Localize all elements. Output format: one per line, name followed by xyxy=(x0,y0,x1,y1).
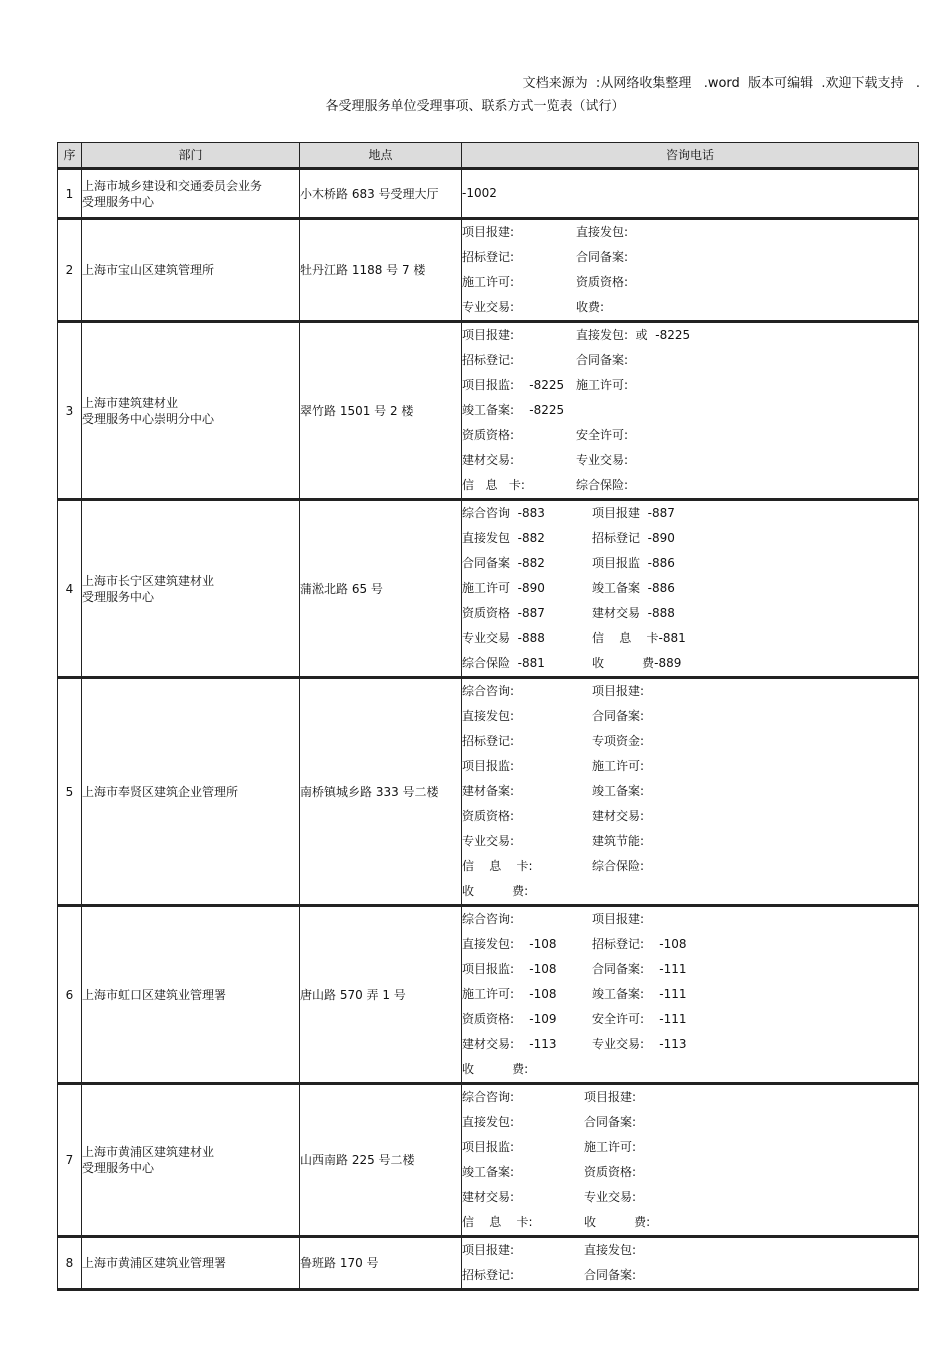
phone-entry: 直接发包: xyxy=(462,709,515,723)
table-header-row xyxy=(58,143,919,169)
dept-line: 上海市奉贤区建筑企业管理所 xyxy=(82,784,239,799)
row-seq: 8 xyxy=(58,1237,82,1290)
phone-entry: 项目报建: xyxy=(462,328,515,342)
phone-line xyxy=(462,501,918,526)
phone-entry: 建筑节能: xyxy=(592,834,645,848)
phone-entry: 信 息 卡: xyxy=(462,478,525,492)
dept-line: 上海市黄浦区建筑业管理署 xyxy=(82,1256,227,1270)
phone-entry: 收 费: xyxy=(462,884,529,898)
phone-line xyxy=(462,829,918,854)
table-body xyxy=(58,169,919,1290)
row-seq: 3 xyxy=(58,322,82,500)
phone-entry: 综合咨询: xyxy=(462,684,515,698)
dept-line: 受理服务中心 xyxy=(82,1161,155,1175)
table-row xyxy=(58,1237,919,1290)
phone-entry: 建材备案: xyxy=(462,784,515,798)
phone-entry: 直接发包 -882 xyxy=(462,531,545,545)
phone-entry: 直接发包: 或 -8225 xyxy=(576,328,691,342)
phone-line xyxy=(462,1085,918,1110)
phone-entry: 招标登记: xyxy=(462,353,515,367)
phone-entry: 施工许可: xyxy=(584,1140,637,1154)
dept-line: 受理服务中心 xyxy=(82,194,155,209)
table-row xyxy=(58,169,919,219)
phone-line xyxy=(462,576,918,601)
row-location: 蒲淞北路 65 号 xyxy=(300,500,462,678)
phone-line xyxy=(462,854,918,879)
phone-entry: 项目报监: xyxy=(462,759,515,773)
phone-line xyxy=(462,1263,918,1288)
phone-entry: 建材交易: xyxy=(462,1190,515,1204)
row-seq: 6 xyxy=(58,906,82,1084)
phone-entry: 综合保险 -881 xyxy=(462,656,545,670)
table-row xyxy=(58,1084,919,1237)
phone-line xyxy=(462,348,918,373)
phone-entry: 竣工备案: xyxy=(462,1165,515,1179)
phone-entry: 安全许可: xyxy=(576,428,629,442)
table-row xyxy=(58,219,919,322)
phone-entry: 项目报建: xyxy=(462,225,515,239)
phone-line xyxy=(462,957,918,982)
row-dept xyxy=(82,678,300,906)
phone-line xyxy=(462,679,918,704)
phone-entry: 直接发包: xyxy=(584,1243,637,1257)
header-seq: 序 xyxy=(58,143,82,169)
phone-entry: 建材交易: xyxy=(592,809,645,823)
row-phones xyxy=(462,678,919,906)
phone-entry: 综合咨询: xyxy=(462,1090,515,1104)
row-location: 鲁班路 170 号 xyxy=(300,1237,462,1290)
phone-entry: 项目报监: xyxy=(462,1140,515,1154)
row-seq: 5 xyxy=(58,678,82,906)
phone-entry: 项目报建 -887 xyxy=(592,506,675,520)
phone-entry: 信 息 卡: xyxy=(462,859,533,873)
phone-line xyxy=(462,601,918,626)
phone-entry: 项目报建: xyxy=(584,1090,637,1104)
phone-entry: 招标登记: -108 xyxy=(592,937,687,951)
phone-entry: 合同备案: xyxy=(592,709,645,723)
phone-entry: 综合咨询: xyxy=(462,912,515,926)
header-dept: 部门 xyxy=(82,143,300,169)
row-seq: 1 xyxy=(58,169,82,219)
phone-line xyxy=(462,651,918,676)
phone-entry: 建材交易: xyxy=(462,453,515,467)
phone-entry: 项目报建: xyxy=(462,1243,515,1257)
phone-line xyxy=(462,754,918,779)
dept-line: 上海市黄浦区建筑建材业 xyxy=(82,1145,215,1159)
phone-entry: 专业交易 -888 xyxy=(462,631,545,645)
phone-line xyxy=(462,270,918,295)
row-phones xyxy=(462,500,919,678)
row-seq: 4 xyxy=(58,500,82,678)
phone-entry: 招标登记 -890 xyxy=(592,531,675,545)
phone-entry: 资质资格: xyxy=(576,275,629,289)
phone-entry: 招标登记: xyxy=(462,250,515,264)
phone-entry: 竣工备案: xyxy=(592,784,645,798)
phone-entry: 合同备案: xyxy=(584,1115,637,1129)
phone-entry: 收 费-889 xyxy=(592,656,682,670)
phone-entry: 安全许可: -111 xyxy=(592,1012,687,1026)
phone-entry: 竣工备案: -8225 xyxy=(462,403,565,417)
phone-entry: 专业交易: xyxy=(584,1190,637,1204)
table-row xyxy=(58,322,919,500)
phone-line xyxy=(462,1007,918,1032)
phone-entry: 直接发包: xyxy=(576,225,629,239)
phone-entry: 竣工备案 -886 xyxy=(592,581,675,595)
phone-entry: 项目报建: xyxy=(592,684,645,698)
row-phones xyxy=(462,219,919,322)
row-phones xyxy=(462,169,919,219)
phone-entry: 综合保险: xyxy=(592,859,645,873)
phone-entry: 施工许可: xyxy=(462,275,515,289)
contact-table xyxy=(57,142,919,1291)
row-location: 唐山路 570 弄 1 号 xyxy=(300,906,462,1084)
phone-entry: 资质资格: xyxy=(462,809,515,823)
phone-entry: 施工许可: -108 xyxy=(462,987,557,1001)
phone-entry: 资质资格: xyxy=(584,1165,637,1179)
phone-entry: 专业交易: -113 xyxy=(592,1037,687,1051)
phone-entry: 合同备案: xyxy=(584,1268,637,1282)
row-seq: 2 xyxy=(58,219,82,322)
row-phones xyxy=(462,322,919,500)
table-row xyxy=(58,678,919,906)
dept-line: 上海市虹口区建筑业管理署 xyxy=(82,987,227,1002)
phone-line xyxy=(462,323,918,348)
phone-line xyxy=(462,704,918,729)
phone-line xyxy=(462,448,918,473)
phone-entry: 建材交易: -113 xyxy=(462,1037,557,1051)
phone-entry: 项目报监: -108 xyxy=(462,962,557,976)
row-dept xyxy=(82,906,300,1084)
phone-line xyxy=(462,220,918,245)
phone-line xyxy=(462,907,918,932)
phone-entry: 收费: xyxy=(576,300,605,314)
phone-entry: 综合咨询 -883 xyxy=(462,506,545,520)
phone-line xyxy=(462,398,918,423)
phone-line xyxy=(462,1057,918,1082)
phone-entry: 施工许可: xyxy=(592,759,645,773)
phone-entry: 直接发包: -108 xyxy=(462,937,557,951)
phone-line xyxy=(462,982,918,1007)
phone-entry: -1002 xyxy=(462,186,497,200)
phone-entry: 合同备案: xyxy=(576,353,629,367)
phone-line xyxy=(462,373,918,398)
phone-line xyxy=(462,729,918,754)
phone-entry: 项目报监: -8225 xyxy=(462,378,565,392)
phone-entry: 施工许可 -890 xyxy=(462,581,545,595)
row-dept xyxy=(82,1237,300,1290)
phone-line xyxy=(462,1185,918,1210)
row-location: 南桥镇城乡路 333 号二楼 xyxy=(300,678,462,906)
row-dept xyxy=(82,500,300,678)
row-seq: 7 xyxy=(58,1084,82,1237)
table-row xyxy=(58,906,919,1084)
phone-line xyxy=(462,932,918,957)
phone-entry: 建材交易 -888 xyxy=(592,606,675,620)
source-note: 文档来源为 :从网络收集整理 .word 版本可编辑 .欢迎下载支持 . xyxy=(522,76,920,91)
row-dept xyxy=(82,322,300,500)
phone-line xyxy=(462,626,918,651)
phone-line xyxy=(462,526,918,551)
phone-entry: 合同备案: -111 xyxy=(592,962,687,976)
phone-entry: 信 息 卡-881 xyxy=(592,631,686,645)
phone-entry: 资质资格 -887 xyxy=(462,606,545,620)
phone-line xyxy=(462,245,918,270)
phone-entry: 专项资金: xyxy=(592,734,645,748)
phone-entry: 综合保险: xyxy=(576,478,629,492)
phone-line xyxy=(462,804,918,829)
phone-line xyxy=(462,1160,918,1185)
phone-entry: 收 费: xyxy=(584,1215,651,1229)
dept-line: 上海市城乡建设和交通委员会业务 xyxy=(82,178,263,193)
row-location: 山西南路 225 号二楼 xyxy=(300,1084,462,1237)
dept-line: 上海市宝山区建筑管理所 xyxy=(82,263,215,277)
phone-entry: 信 息 卡: xyxy=(462,1215,533,1229)
phone-line xyxy=(462,879,918,904)
row-dept xyxy=(82,1084,300,1237)
phone-entry: 项目报建: xyxy=(592,912,645,926)
dept-line: 上海市长宁区建筑建材业 xyxy=(82,573,215,588)
row-location: 牡丹江路 1188 号 7 楼 xyxy=(300,219,462,322)
phone-entry: 专业交易: xyxy=(462,300,515,314)
dept-line: 上海市建筑建材业 xyxy=(82,395,179,410)
row-dept xyxy=(82,169,300,219)
phone-entry: 招标登记: xyxy=(462,734,515,748)
phone-line xyxy=(462,1032,918,1057)
row-phones xyxy=(462,1237,919,1290)
phone-entry: 专业交易: xyxy=(576,453,629,467)
phone-entry: 竣工备案: -111 xyxy=(592,987,687,1001)
phone-line xyxy=(462,473,918,498)
dept-line: 受理服务中心 xyxy=(82,589,155,604)
phone-entry: 专业交易: xyxy=(462,834,515,848)
phone-entry: 招标登记: xyxy=(462,1268,515,1282)
phone-entry: 施工许可: xyxy=(576,378,629,392)
dept-line: 受理服务中心崇明分中心 xyxy=(82,411,215,426)
row-location: 小木桥路 683 号受理大厅 xyxy=(300,169,462,219)
phone-entry: 资质资格: -109 xyxy=(462,1012,557,1026)
table-row xyxy=(58,500,919,678)
phone-line xyxy=(462,423,918,448)
header-phone: 咨询电话 xyxy=(462,143,919,169)
phone-line xyxy=(462,551,918,576)
row-location: 翠竹路 1501 号 2 楼 xyxy=(300,322,462,500)
phone-line xyxy=(462,1110,918,1135)
phone-line xyxy=(462,1210,918,1235)
phone-entry: 合同备案: xyxy=(576,250,629,264)
row-phones xyxy=(462,906,919,1084)
phone-entry: 直接发包: xyxy=(462,1115,515,1129)
phone-line xyxy=(462,779,918,804)
phone-line xyxy=(462,181,918,206)
phone-line xyxy=(462,1135,918,1160)
phone-entry: 收 费: xyxy=(462,1062,529,1076)
phone-entry: 合同备案 -882 xyxy=(462,556,545,570)
phone-entry: 资质资格: xyxy=(462,428,515,442)
phone-line xyxy=(462,295,918,320)
phone-line xyxy=(462,1238,918,1263)
phone-entry: 项目报监 -886 xyxy=(592,556,675,570)
document-title: 各受理服务单位受理事项、联系方式一览表（试行） xyxy=(325,99,625,114)
row-dept xyxy=(82,219,300,322)
header-location: 地点 xyxy=(300,143,462,169)
row-phones xyxy=(462,1084,919,1237)
